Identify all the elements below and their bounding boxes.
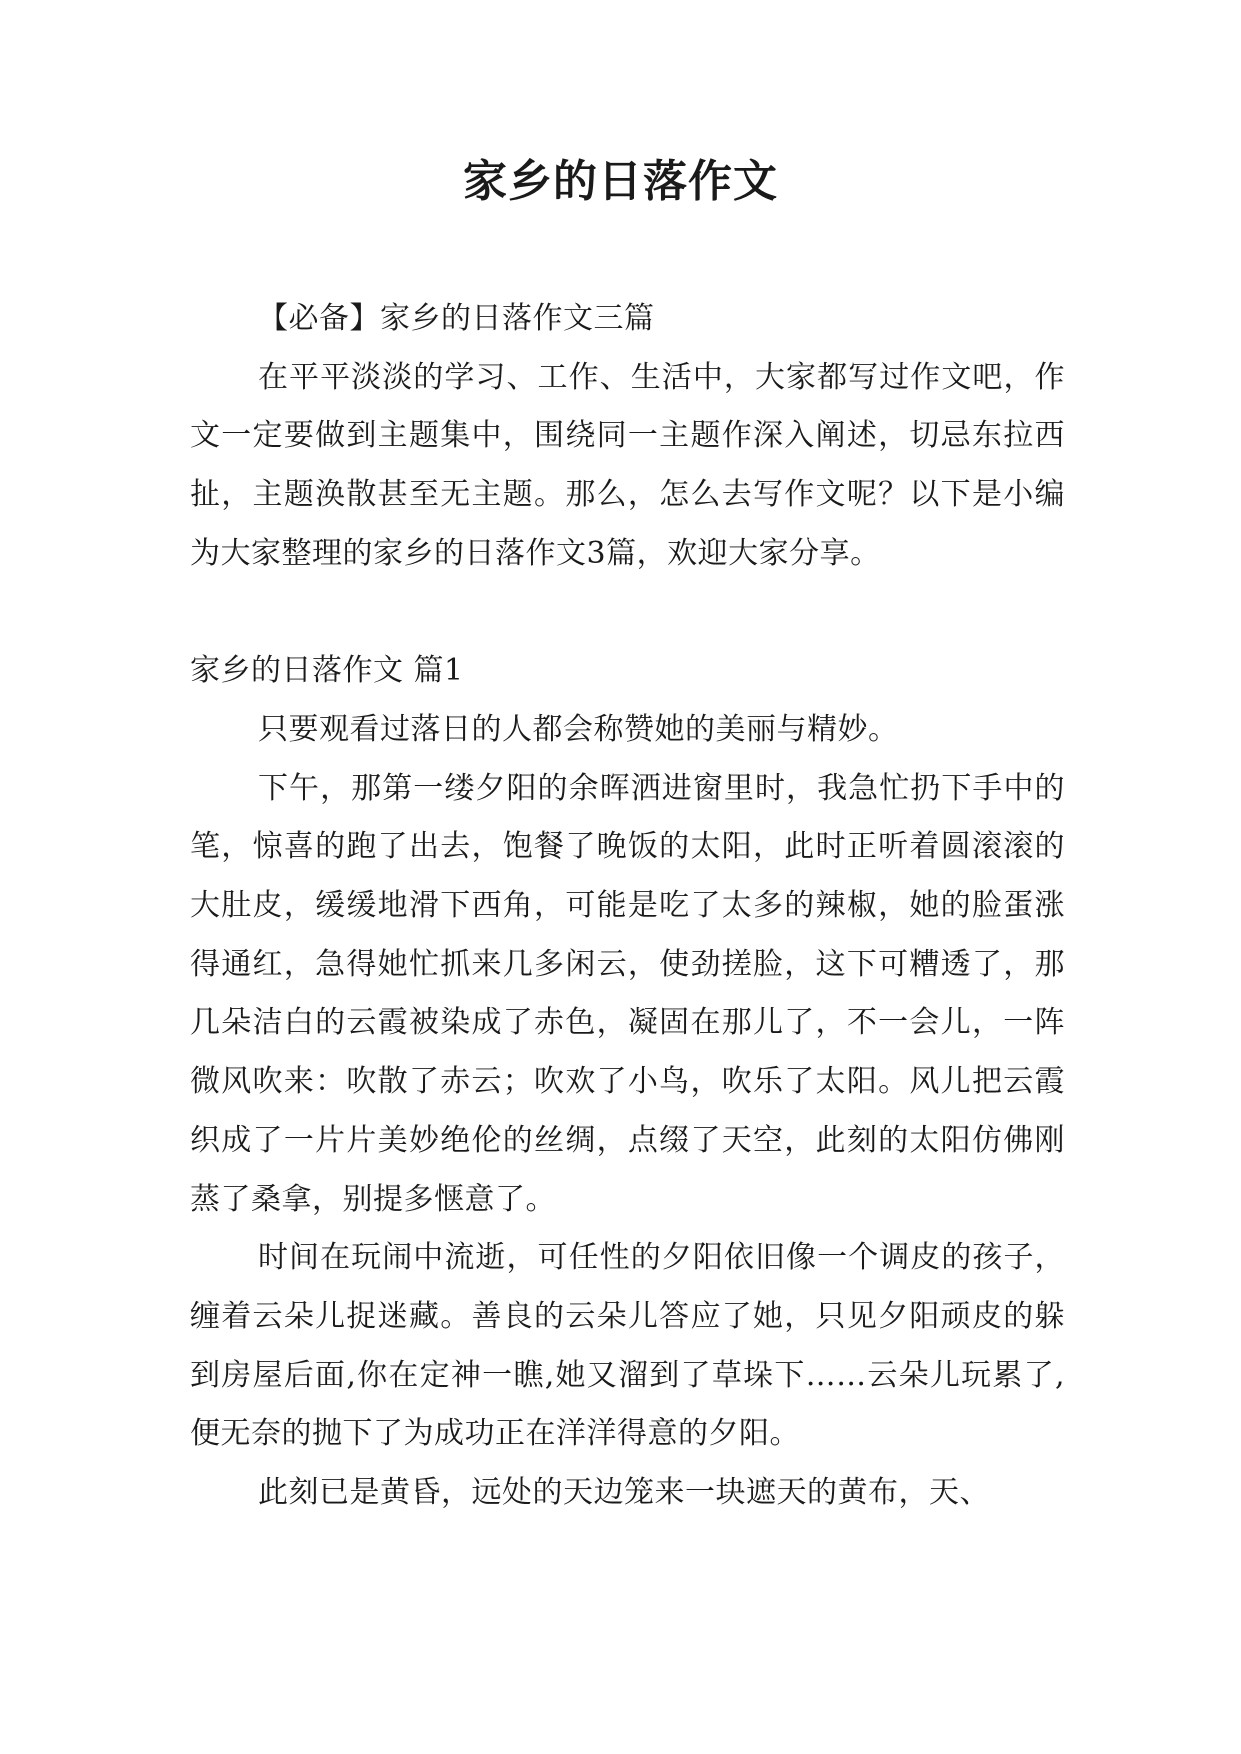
body-paragraph: 下午，那第一缕夕阳的余晖洒进窗里时，我急忙扔下手中的笔，惊喜的跑了出去，饱餐了晚饭的太阳，此时正听着圆滚滚的大肚皮，缓缓地滑下西角，可能是吃了太多的辣椒，她的脸蛋涨得通红，急得她忙抓来几多闲云，使劲搓脸，这下可糟透了，那几朵洁白的云霞被染成了赤色，凝固在那儿了，不一会儿，一阵微风吹来：吹散了赤云；吹欢了小鸟，吹乐了太阳。风儿把云霞织成了一片片美妙绝伦的丝绸，点缀了天空，此刻的太阳仿佛刚蒸了桑拿，别提多惬意了。 bbox=[190, 770, 1065, 1217]
document-title: 家乡的日落作文 bbox=[463, 156, 778, 207]
intro-paragraph: 在平平淡淡的学习、工作、生活中，大家都写过作文吧，作文一定要做到主题集中，围绕同一主题作深入阐述，切忌东拉西扯，主题涣散甚至无主题。那么，怎么去写作文呢？以下是小编为大家整理的家乡的日落作文3篇，欢迎大家分享。 bbox=[190, 359, 1065, 571]
document-subtitle: 【必备】家乡的日落作文三篇 bbox=[258, 301, 655, 336]
paragraph-gap bbox=[190, 584, 1065, 643]
document-body bbox=[190, 290, 1065, 1523]
section-heading: 家乡的日落作文 篇1 bbox=[190, 653, 464, 689]
body-paragraph: 此刻已是黄昏，远处的天边笼来一块遮天的黄布，天、 bbox=[258, 1475, 990, 1511]
body-paragraph: 只要观看过落日的人都会称赞她的美丽与精妙。 bbox=[258, 711, 899, 747]
body-paragraph: 时间在玩闹中流逝，可任性的夕阳依旧像一个调皮的孩子，缠着云朵儿捉迷藏。善良的云朵儿答应了她，只见夕阳顽皮的躲到房屋后面,你在定神一瞧,她又溜到了草垛下……云朵儿玩累了,便无奈的抛下了为成功正在洋洋得意的夕阳。 bbox=[190, 1240, 1065, 1452]
